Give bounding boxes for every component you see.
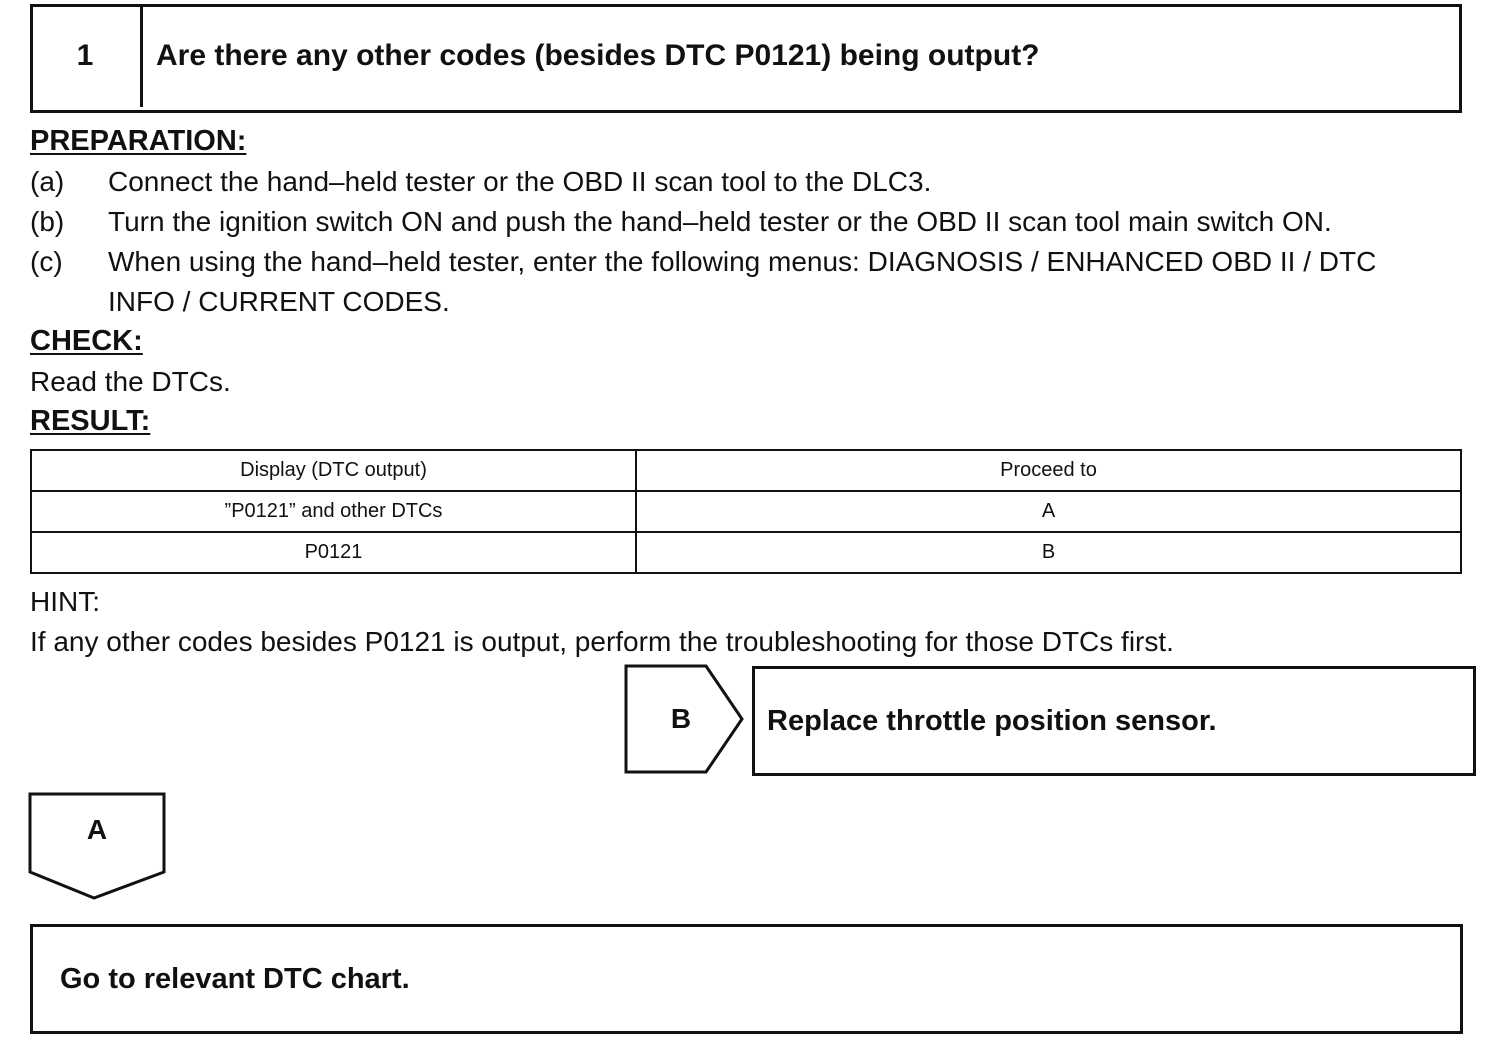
prep-item-a-label: (a) <box>30 166 65 197</box>
prep-item-c-label: (c) <box>30 246 63 277</box>
step-number: 1 <box>30 4 143 107</box>
column-header-proceed: Proceed to <box>636 450 1461 491</box>
table-row <box>31 491 1461 532</box>
result-table <box>30 449 1462 574</box>
branch-b-action-box <box>752 666 1476 776</box>
table-cell-proceed: B <box>636 532 1461 573</box>
check-text: Read the DTCs. <box>30 366 231 397</box>
table-cell-display: ”P0121” and other DTCs <box>31 491 636 532</box>
prep-item-b-text: Turn the ignition switch ON and push the hand–held tester or the OBD II scan tool main switch ON. <box>108 206 1332 237</box>
branch-a-action-box <box>30 924 1463 1034</box>
branch-a-action-text: Go to relevant DTC chart. <box>60 962 410 995</box>
check-heading: CHECK: <box>30 325 143 357</box>
prep-item-c-text-line1: When using the hand–held tester, enter the following menus: DIAGNOSIS / ENHANCED OBD II / DTC <box>108 246 1377 277</box>
result-heading: RESULT: <box>30 405 151 437</box>
prep-item-b-label: (b) <box>30 206 65 237</box>
preparation-heading: PREPARATION: <box>30 125 247 157</box>
branch-b-action-text: Replace throttle position sensor. <box>767 704 1217 737</box>
hint-label: HINT: <box>30 586 100 617</box>
table-cell-display: P0121 <box>31 532 636 573</box>
hint-text: If any other codes besides P0121 is output, perform the troubleshooting for those DTCs first. <box>30 626 1174 657</box>
branch-b-label: B <box>670 703 692 734</box>
prep-item-a-text: Connect the hand–held tester or the OBD II scan tool to the DLC3. <box>108 166 932 197</box>
column-header-display: Display (DTC output) <box>31 450 636 491</box>
branch-a-label: A <box>86 814 108 845</box>
table-row <box>31 532 1461 573</box>
prep-item-c-text-line2: INFO / CURRENT CODES. <box>108 286 450 317</box>
step-title: Are there any other codes (besides DTC P0121) being output? <box>156 38 1040 72</box>
table-cell-proceed: A <box>636 491 1461 532</box>
table-header-row <box>31 450 1461 491</box>
